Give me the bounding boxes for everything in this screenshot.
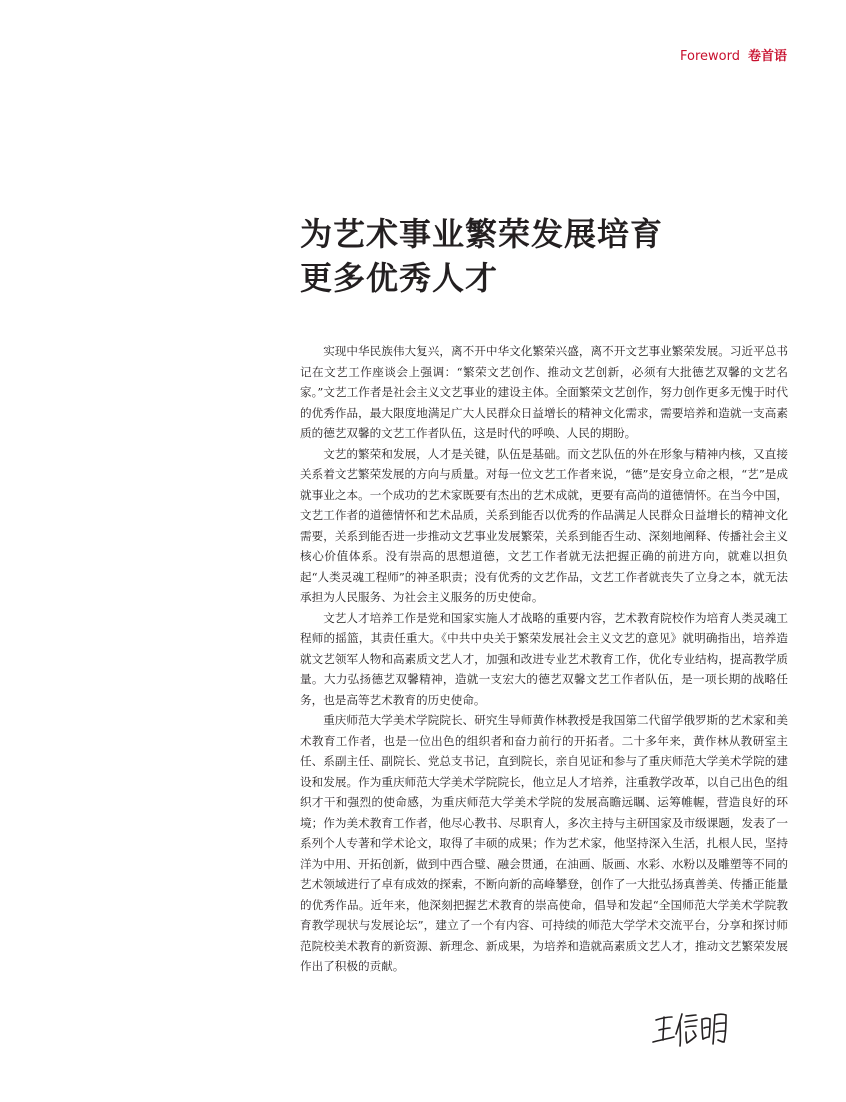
section-header — [680, 48, 787, 66]
handwritten-signature — [648, 1006, 734, 1052]
section-label-en: Foreword — [680, 49, 740, 64]
title-line-1: 为艺术事业繁荣发展培育 — [300, 215, 664, 253]
article-body — [300, 341, 788, 977]
section-label-cn: 卷首语 — [747, 49, 787, 64]
paragraph: 文艺的繁荣和发展，人才是关键，队伍是基础。而文艺队伍的外在形象与精神内核，又直接关系着文艺繁荣发展的方向与质量。对每一位文艺工作者来说，“德”是安身立命之根，“艺”是成就事业之本。一个成功的艺术家既要有杰出的艺术成就，更要有高尚的道德情怀。在当今中国，文艺工作者的道德情怀和艺术品质，关系到能否以优秀的作品满足人民群众日益增长的精神文化需要，关系到能否进一步推动文艺事业发展繁荣，关系到能否生动、深刻地阐释、传播社会主义核心价值体系。没有崇高的思想道德，文艺工作者就无法把握正确的前进方向，就难以担负起“人类灵魂工程师”的神圣职责；没有优秀的文艺作品，文艺工作者就丧失了立身之本，就无法承担为人民服务、为社会主义服务的历史使命。 — [300, 446, 788, 604]
paragraph: 重庆师范大学美术学院院长、研究生导师黄作林教授是我国第二代留学俄罗斯的艺术家和美术教育工作者，也是一位出色的组织者和奋力前行的开拓者。二十多年来，黄作林从教研室主任、系副主任、副院长、党总支书记，直到院长，亲自见证和参与了重庆师范大学美术学院的建设和发展。作为重庆师范大学美术学院院长，他立足人才培养，注重教学改革，以自己出色的组织才干和强烈的使命感，为重庆师范大学美术学院的发展高瞻远瞩、运筹帷幄，营造良好的环境；作为美术教育工作者，他尽心教书、尽职育人，多次主持与主研国家及市级课题，发表了一系列个人专著和学术论文，取得了丰硕的成果；作为艺术家，他坚持深入生活，扎根人民，坚持洋为中用、开拓创新，做到中西合璧、融会贯通，在油画、版画、水彩、水粉以及雕塑等不同的艺术领域进行了卓有成效的探索，不断向新的高峰攀登，创作了一大批弘扬真善美、传播正能量的优秀作品。近年来，他深刻把握艺术教育的崇高使命，倡导和发起“全国师范大学美术学院教育教学现状与发展论坛”，建立了一个有内容、可持续的师范大学学术交流平台，分享和探讨师范院校美术教育的新资源、新理念、新成果，为培养和造就高素质文艺人才，推动文艺繁荣发展作出了积极的贡献。 — [300, 713, 788, 973]
article-title — [300, 212, 800, 300]
paragraph: 实现中华民族伟大复兴，离不开中华文化繁荣兴盛，离不开文艺事业繁荣发展。习近平总书记在文艺工作座谈会上强调：“繁荣文艺创作、推动文艺创新，必须有大批德艺双馨的文艺名家。”文艺工作者是社会主义文艺事业的建设主体。全面繁荣文艺创作，努力创作更多无愧于时代的优秀作品，最大限度地满足广大人民群众日益增长的精神文化需求，需要培养和造就一支高素质的德艺双馨的文艺工作者队伍，这是时代的呼唤、人民的期盼。 — [300, 344, 788, 440]
paragraph: 文艺人才培养工作是党和国家实施人才战略的重要内容，艺术教育院校作为培育人类灵魂工程师的摇篮，其责任重大。《中共中央关于繁荣发展社会主义文艺的意见》就明确指出，培养造就文艺领军人物和高素质文艺人才，加强和改进专业艺术教育工作，优化专业结构，提高教学质量。大力弘扬德艺双馨精神，造就一支宏大的德艺双馨文艺工作者队伍，是一项长期的战略任务，也是高等艺术教育的历史使命。 — [300, 610, 788, 707]
title-line-2: 更多优秀人才 — [300, 259, 499, 297]
